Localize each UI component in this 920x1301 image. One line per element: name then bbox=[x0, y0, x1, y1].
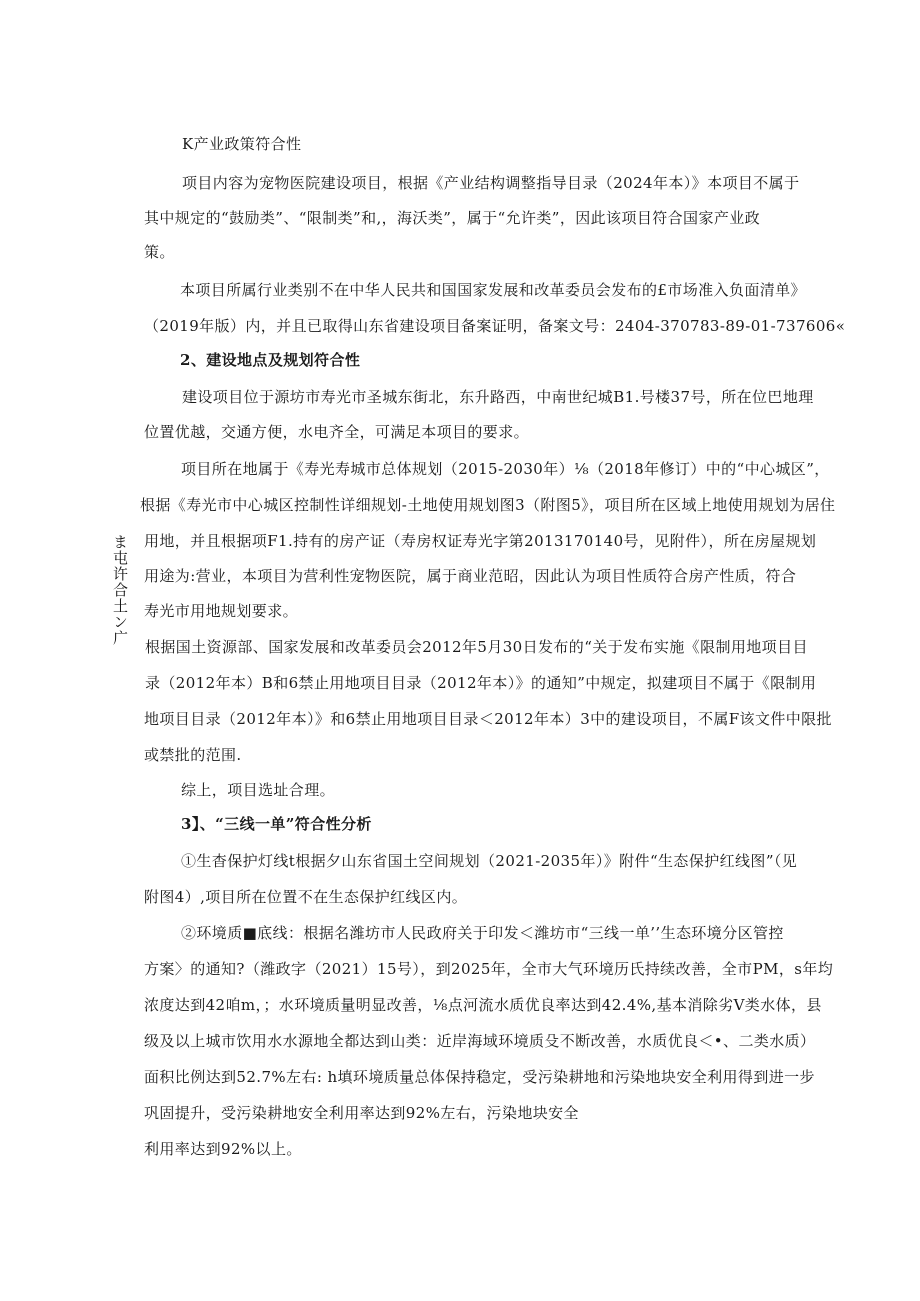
paragraph-line: （2019年版）内，并且已取得山东省建设项目备案证明，备案文号：2404-370783-89-01-737606« bbox=[144, 317, 846, 335]
paragraph-line: 项目所在地属于《寿光寿城市总体规划（2015-2030年）⅛（2018年修订）中的“中心城区”， bbox=[181, 460, 830, 478]
section-heading-location-planning: 2、建设地点及规划符合性 bbox=[180, 351, 361, 369]
section-heading-three-lines: 3】、“三线一单”符合性分析 bbox=[181, 815, 372, 833]
paragraph-line: 用途为:营业，本项目为营利性宠物医院，属于商业范昭，因此认为项目性质符合房产性质，符合 bbox=[144, 567, 797, 585]
paragraph-line: 级及以上城市饮用水水源地全都达到山类：近岸海域环境质殳不断改善，水质优良＜•、二类水质） bbox=[144, 1032, 816, 1050]
paragraph-line: 地项目目录（2012年本）》和6禁止用地项目目录＜2012年本）3中的建设项目，不属F该文件中限批 bbox=[144, 710, 832, 728]
paragraph-line: 其中规定的“鼓励类”、“限制类”和,，海沃类”，属于“允许类”，因此该项目符合国家产业政 bbox=[144, 209, 761, 227]
paragraph-line: 浓度达到42咱m，；水环境质量明显改善，⅛点河流水质优良率达到42.4%,基本消除劣V类水体，县 bbox=[144, 996, 822, 1014]
paragraph-line: 位置优越，交通方便，水电齐全，可满足本项目的要求。 bbox=[144, 423, 530, 441]
paragraph-line: 用地，并且根据项F1.持有的房产证（寿房权证寿光字第2013170140号，见附件），所在房屋规划 bbox=[144, 532, 817, 550]
paragraph-line: 策。 bbox=[144, 243, 175, 261]
paragraph-line: 本项目所属行业类别不在中华人民共和国国家发展和改革委员会发布的£市场准入负面清单》 bbox=[180, 281, 806, 299]
paragraph-line: 综上，项目选址合理。 bbox=[181, 781, 336, 799]
paragraph-line: 巩固提升，受污染耕地安全利用率达到92%左右，污染地块安全 bbox=[144, 1104, 579, 1122]
paragraph-line: 建设项目位于源坊市寿光市圣城东街北，东升路西，中南世纪城B1.号楼37号，所在位巴地理 bbox=[182, 388, 814, 406]
vertical-side-note: ま屯许合土ン广 bbox=[111, 534, 129, 646]
paragraph-line: 面积比例达到52.7%左右: h填环境质量总体保持稳定，受污染耕地和污染地块安全利用得到进一步 bbox=[144, 1068, 815, 1086]
paragraph-line: 项目内容为宠物医院建设项目，根据《产业结构调整指导目录（2024年本）》本项目不属于 bbox=[182, 174, 800, 192]
paragraph-line: 附图4）,项目所在位置不在生态保护红线区内。 bbox=[144, 888, 468, 906]
paragraph-line: ②环境质■底线：根据名潍坊市人民政府关于印发＜潍坊市“三线一单’’生态环境分区管控 bbox=[181, 924, 784, 942]
paragraph-line: 或禁批的范围. bbox=[144, 746, 242, 764]
paragraph-line: 根据《寿光市中心城区控制性详细规划-土地使用规划图3（附图5》，项目所在区域上地使用规划为居住 bbox=[140, 496, 836, 514]
section-heading-industrial-policy: K产业政策符合性 bbox=[182, 135, 302, 153]
paragraph-line: 方案〉的通知?（潍政字（2021）15号），到2025年，全市大气环境历氏持续改善，全市PM，s年均 bbox=[144, 960, 834, 978]
paragraph-line: ①生杳保护灯线t根据夕山东省国土空间规划（2021-2035年）》附件“生态保护红线图”（见 bbox=[181, 852, 798, 870]
paragraph-line: 寿光市用地规划要求。 bbox=[144, 602, 299, 620]
paragraph-line: 根据国土资源部、国家发展和改革委员会2012年5月30日发布的“关于发布实施《限制用地项目目 bbox=[145, 638, 808, 656]
paragraph-line: 录（2012年本）B和6禁止用地项目目录（2012年本）》的通知”中规定，拟建项目不属于《限制用 bbox=[145, 674, 817, 692]
paragraph-line: 利用率达到92%以上。 bbox=[144, 1140, 302, 1158]
